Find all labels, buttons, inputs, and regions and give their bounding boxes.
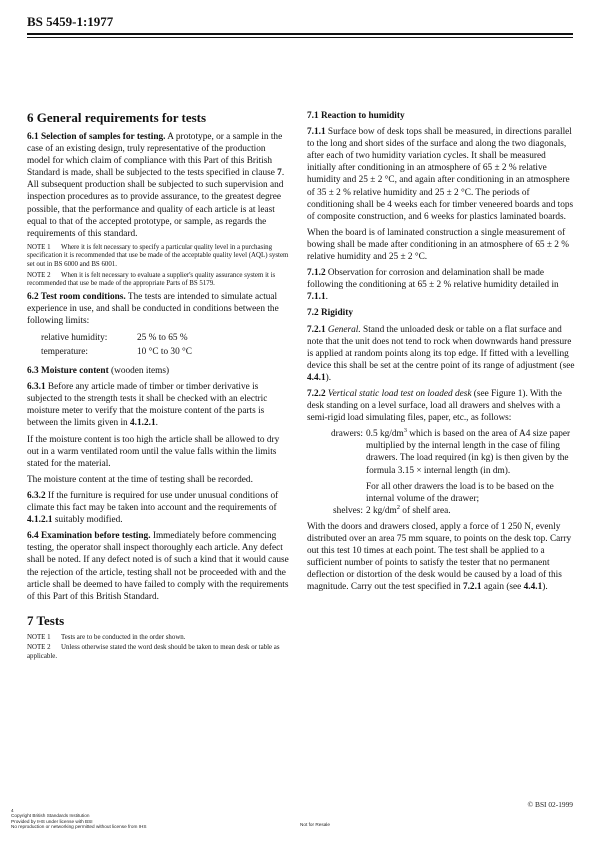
force-text-a: With the doors and drawers closed, apply a force of 1 250 N, evenly distributed over an area 75 mm square, to points on the desk top. Carry out this test 10 times at each point. The test shall be applied to a sufficient number of points to satisfy the tester that no permanent deflection or distortion of the desk would be caused by a load of this magnitude. Carry out the test specified in — [307, 521, 572, 593]
clause-7-1-title: 7.1 Reaction to humidity — [307, 111, 405, 121]
paragraph-record: The moisture content at the time of testing shall be recorded. — [27, 474, 253, 485]
load-desc-drawers-pre: 0.5 kg/dm — [366, 429, 404, 440]
force-ref-1: 7.2.1 — [462, 582, 482, 593]
note-7-2 — [27, 644, 291, 661]
load-desc-drawers-post: which is based on the area of A4 size paper multiplied by the internal length in the case of filing drawers. The load required (in kg) is then given by the formula 3.15 × internal length (in dm). — [366, 429, 571, 476]
section-7-heading: 7 Tests — [27, 612, 65, 628]
clause-6-1-text-a: A prototype, or a sample in the case of an existing design, truly representative of the production model for which claim of compliance with this Part of this British Standard is made, shall be subjected to the tests specified in clause — [27, 132, 283, 179]
note-text: Unless otherwise stated the word desk should be taken to mean desk or table as applicable. — [27, 644, 280, 660]
clause-6-1-ref: 7 — [277, 168, 282, 179]
condition-label: temperature: — [41, 347, 88, 358]
clause-6-3-title: 6.3 Moisture content — [27, 366, 109, 377]
footer-line: No reproduction or networking permitted without license from IHS — [11, 824, 147, 830]
clause-6-1 — [27, 131, 291, 240]
clause-7-2-1-text-b: ). — [325, 372, 332, 383]
note-6-1-2 — [27, 272, 291, 289]
clause-6-3-1-num: 6.3.1 — [27, 382, 46, 393]
superscript: 2 — [396, 503, 400, 511]
footer-resale: Not for Resale — [300, 822, 330, 827]
clause-7-1-2-ref: 7.1.1 — [307, 292, 326, 303]
note-7-1 — [27, 634, 291, 643]
clause-7-2-1-ref: 4.4.1 — [307, 372, 326, 383]
clause-7-1-2-text-b: . — [325, 292, 328, 303]
note-6-1-1 — [27, 244, 291, 270]
footer-copyright: © BSI 02-1999 — [527, 800, 573, 809]
force-text-b: again (see — [481, 582, 524, 593]
load-desc-shelves-post: of shelf area. — [399, 505, 451, 516]
clause-6-1-text-b: . All subsequent production shall be subjected to such supervision and inspection procedures as to provide assurance, to the greatest degree possible, that the performance and quality of each article is at least equal to that of the accepted prototype, or sample, as regards the requirements of this standard. — [27, 168, 285, 239]
clause-6-4 — [27, 530, 291, 603]
clause-6-2-text: The tests are intended to simulate actual experience in use, and shall be conducted in conditions between the following limits: — [27, 291, 279, 326]
note-text: Where it is felt necessary to specify a particular quality level in a purchasing specification it is recommended that use be made of the acceptable quality level (AQL) system set out in BS 6000 and BS 6001. — [27, 243, 289, 269]
clause-6-3-2-text-b: suitably modified. — [52, 515, 123, 526]
clause-7-1-2-text-a: Observation for corrosion and delamination shall be made following the conditioning at 65 ± 2 % relative humidity detailed in — [307, 268, 559, 291]
clause-6-3-2-text-a: If the furniture is required for use under unusual conditions of climate this fact may be taken into account and the requirements of — [27, 490, 279, 514]
clause-6-3-1-text-a: Before any article made of timber or timber derivative is subjected to the strength tests it shall be checked with an electric moisture meter to verify that the moisture content of the parts is between the limits given in — [27, 382, 268, 429]
clause-6-3-1-text-b: . — [155, 418, 158, 429]
clause-6-3 — [27, 365, 291, 377]
paragraph-laminated: When the board is of laminated construction a single measurement of bowing shall be made after conditioning in an atmosphere of 65 ± 2 % relative humidity and 25 ± 2 °C. — [307, 227, 569, 263]
clause-7-2-1-text-a: Stand the unloaded desk or table on a flat surface and note that the unit does not tend to rock when downwards hand pressure is applied at random points along its top edge. If fitted with a levelling device this shall be set at the centre point of its range of adjustment (see — [307, 324, 575, 371]
section-6-heading: 6 General requirements for tests — [27, 110, 207, 125]
load-desc-shelves — [366, 505, 575, 517]
clause-6-3-2 — [27, 490, 291, 526]
clause-7-2-title: 7.2 Rigidity — [307, 308, 353, 319]
condition-value: 10 °C to 30 °C — [137, 347, 192, 358]
clause-7-2-1 — [307, 324, 575, 384]
page-number: 4 — [11, 808, 14, 813]
right-column — [307, 110, 575, 597]
force-text-c: ). — [542, 582, 548, 593]
clause-6-2-title: 6.2 Test room conditions. — [27, 291, 126, 302]
load-desc-drawers — [366, 428, 575, 476]
clause-6-3-subtitle: (wooden items) — [108, 366, 170, 377]
clause-7-2-2-subtitle: Vertical static load test on loaded desk — [325, 388, 472, 399]
load-desc-shelves-pre: 2 kg/dm — [366, 505, 397, 516]
note-label: NOTE 1 — [27, 243, 51, 251]
clause-6-4-title: 6.4 Examination before testing. — [27, 531, 151, 542]
clause-7-2-2-text: (see Figure 1). With the desk standing on a level surface, load all drawers and shelves with a semi-rigid load simulating files, paper, etc., as follows: — [307, 388, 562, 424]
clause-6-3-2-ref: 4.1.2.1 — [27, 515, 53, 526]
clause-7-1-1-text: Surface bow of desk tops shall be measured, in directions parallel to the long and short sides of the surface and along the two diagonals, after each of two humidity variation cycles. It shall be measured initially after conditioning in an atmosphere of 65 ± 2 % relative humidity and 25 ± 2 °C, and again after conditioning in an atmosphere of 35 ± 2 % relative humidity and 25 ± 2 °C. The periods of conditioning shall be 4 weeks each for timber veneered boards and tops of composite construction, and 6 weeks for plastics laminated boards. — [307, 127, 574, 222]
clause-7-2-1-num: 7.2.1 — [307, 324, 326, 335]
document-header: BS 5459-1:1977 — [27, 14, 114, 29]
clause-7-1-2 — [307, 267, 575, 303]
force-ref-2: 4.4.1 — [523, 582, 543, 593]
load-desc-other-drawers: For all other drawers the load is to be based on the internal volume of the drawer; — [366, 481, 554, 504]
clause-6-1-title: 6.1 Selection of samples for testing. — [27, 132, 166, 142]
clause-6-4-text: Immediately before commencing testing, the operator shall inspect thoroughly each article. Any defect shall be noted. If any defect noted is of such a kind that it would cause the rejection of the article, testing shall not be proceeded with and the article shall be deemed to have failed to comply with the requirements of this Part of this British Standard. — [27, 531, 289, 602]
footer-line: Copyright British Standards Institution — [11, 813, 90, 819]
load-term-shelves: shelves: — [333, 505, 363, 516]
clause-7-1-1-num: 7.1.1 — [307, 127, 326, 138]
paragraph-dry-out: If the moisture content is too high the article shall be allowed to dry out in a warm ventilated room until the value falls within the limits stated for the material. — [27, 434, 280, 469]
note-text: Tests are to be conducted in the order shown. — [61, 633, 186, 641]
load-definition-list — [307, 428, 575, 517]
clause-6-3-1-ref: 4.1.2.1 — [130, 418, 156, 429]
condition-value: 25 % to 65 % — [137, 333, 188, 344]
clause-7-2-2-num: 7.2.2 — [307, 388, 326, 399]
condition-humidity — [41, 331, 291, 345]
note-text: When it is felt necessary to evaluate a supplier's quality assurance system it is recommended that use be made of the appropriate Parts of BS 5179. — [27, 271, 276, 288]
note-label: NOTE 1 — [27, 633, 51, 641]
clause-6-3-2-num: 6.3.2 — [27, 490, 46, 501]
footer-line: Provided by IHS under license with BSI — [11, 818, 93, 824]
header-rule — [27, 33, 573, 35]
note-label: NOTE 2 — [27, 644, 51, 652]
condition-label: relative humidity: — [41, 333, 108, 344]
clause-6-2 — [27, 291, 291, 327]
clause-6-3-1 — [27, 381, 291, 429]
note-label: NOTE 2 — [27, 271, 51, 279]
paragraph-force-test — [307, 521, 575, 594]
clause-7-1-2-num: 7.1.2 — [307, 268, 326, 279]
condition-temperature — [41, 345, 291, 359]
load-term-drawers: drawers: — [330, 429, 363, 440]
clause-7-2-1-subtitle: General. — [325, 324, 361, 335]
superscript: 3 — [403, 427, 407, 435]
clause-7-1-1 — [307, 126, 575, 223]
left-column — [27, 110, 291, 664]
clause-7-2-2 — [307, 388, 575, 424]
header-rule-thin — [27, 37, 573, 38]
footer-license — [11, 808, 146, 830]
